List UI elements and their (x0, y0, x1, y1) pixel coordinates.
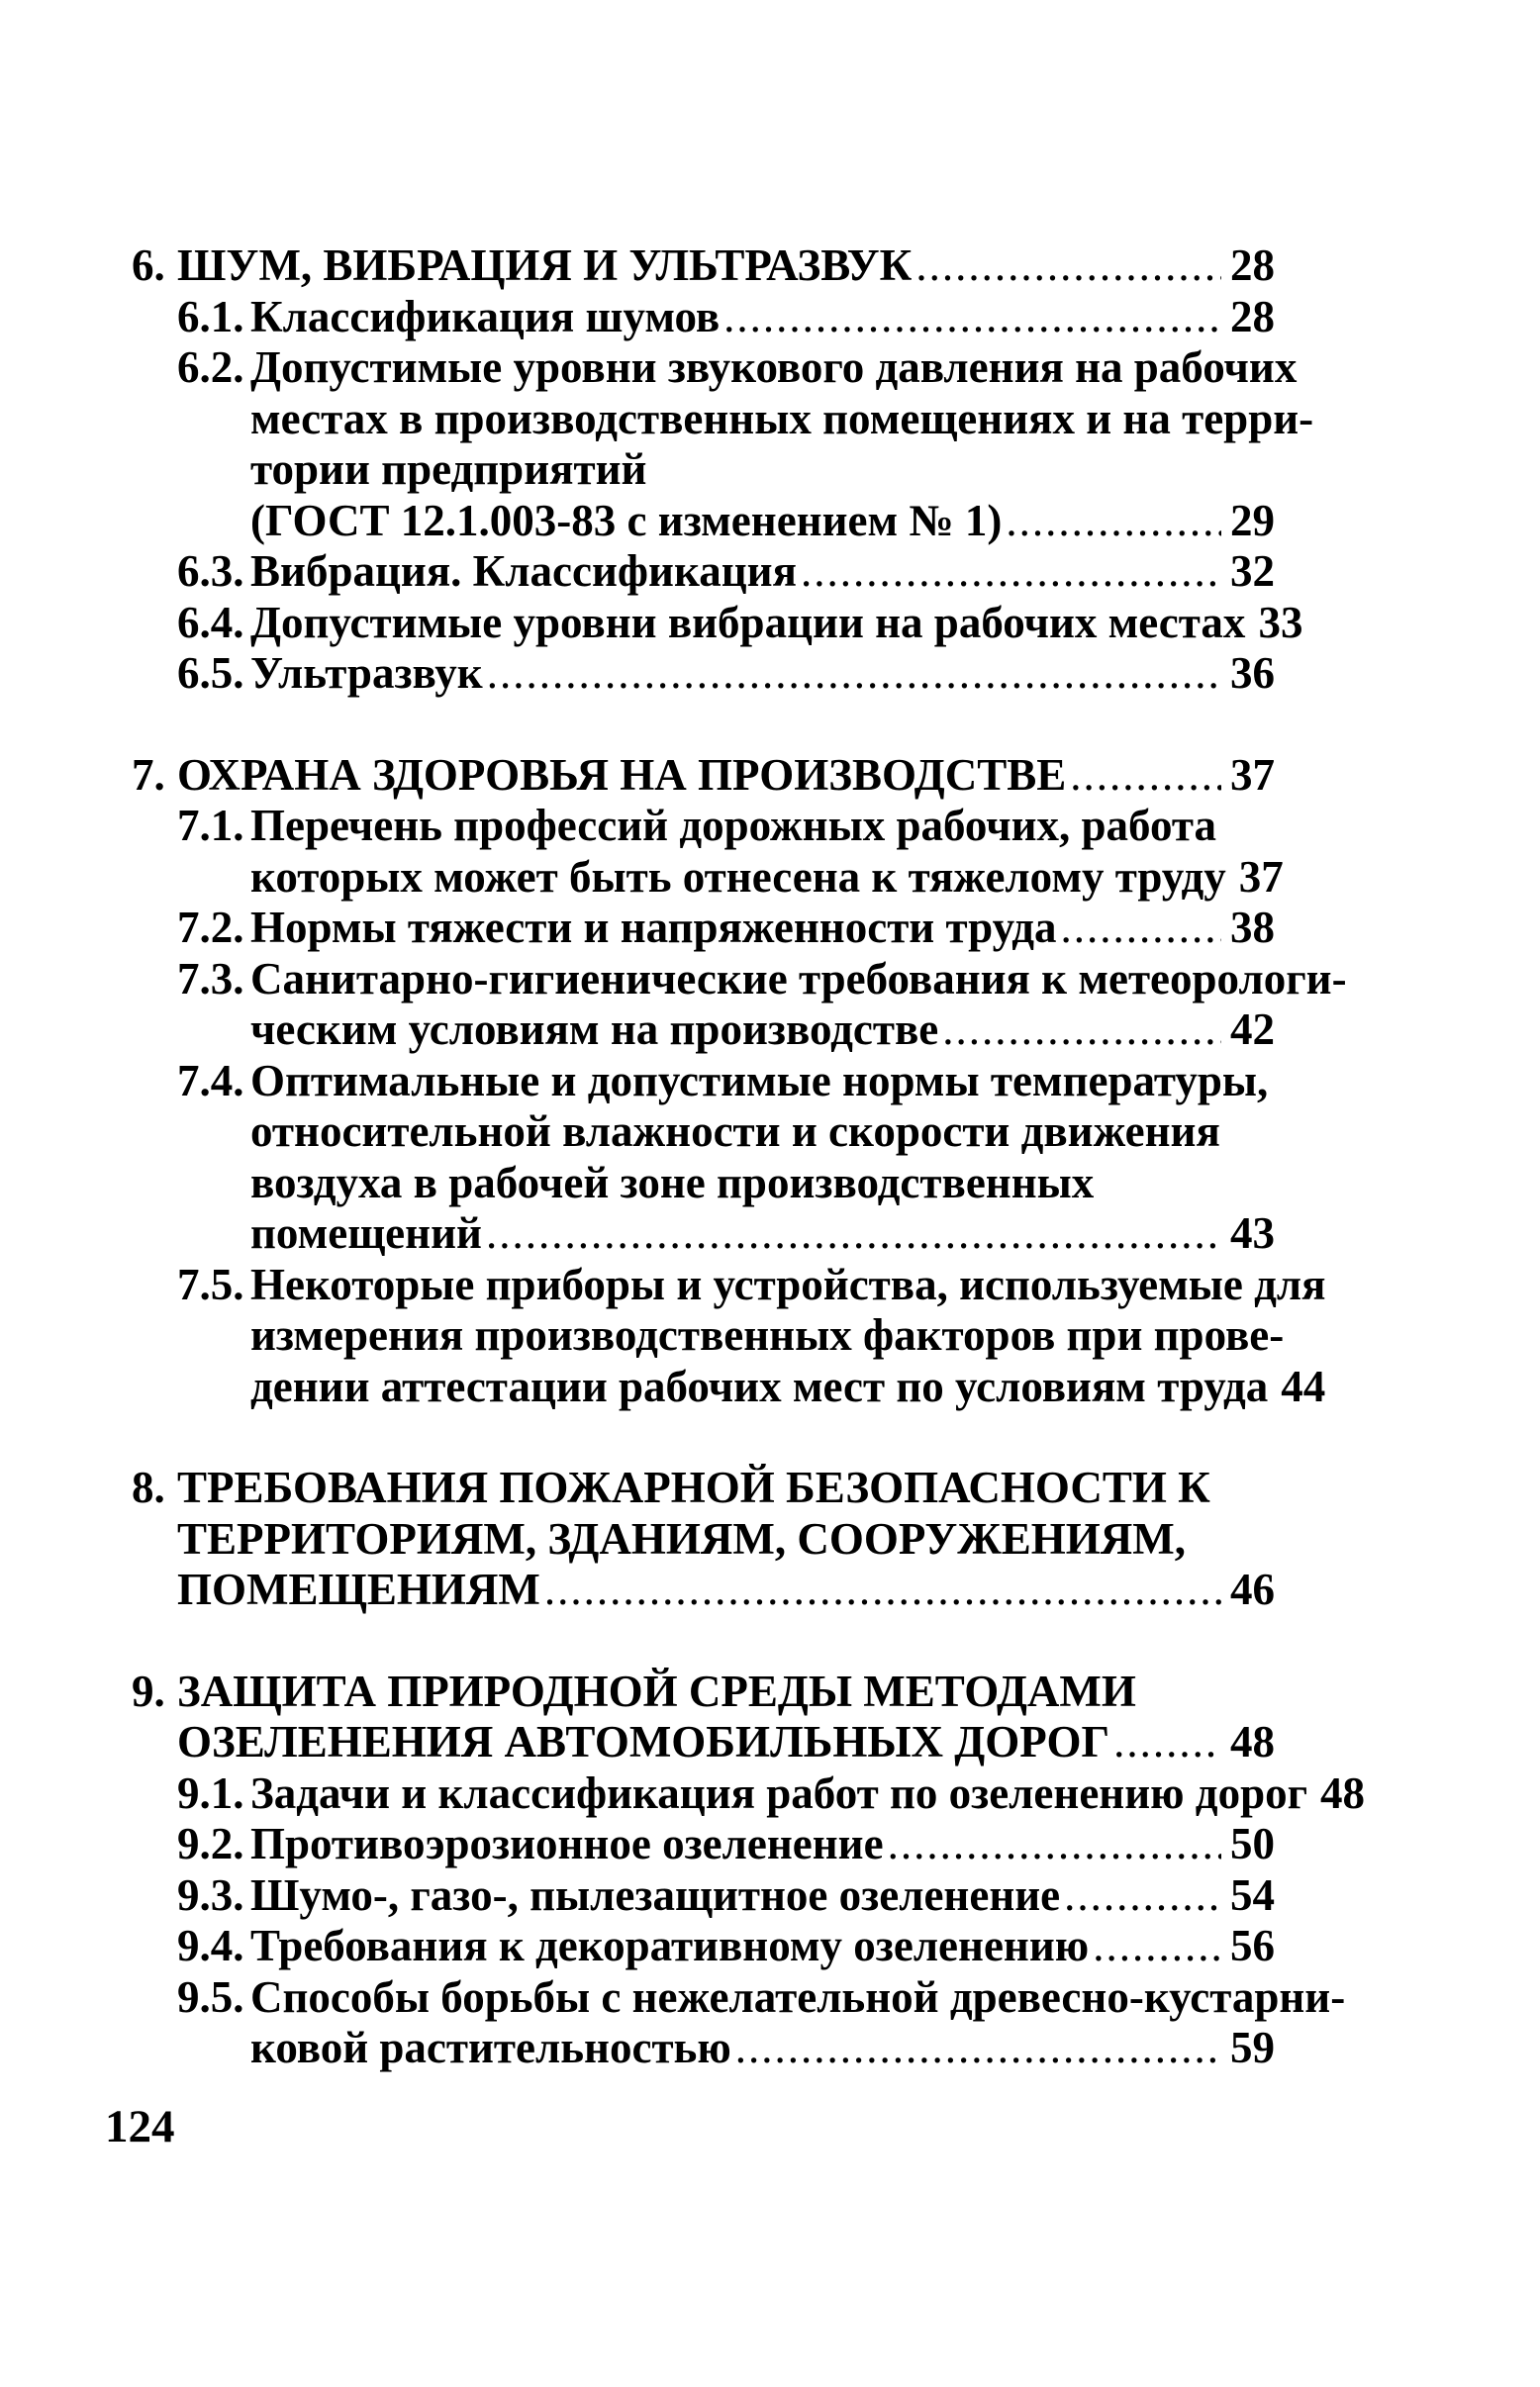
toc-entry-number: 7.5. (177, 1259, 244, 1309)
toc-entry-title: Способы борьбы с нежелательной древесно-кустарни- (250, 1971, 1346, 2022)
toc-entry-title: измерения производственных факторов при прове- (250, 1310, 1285, 1360)
toc-subsection-line (132, 444, 1275, 496)
toc-dot-leader (1061, 903, 1221, 954)
toc-subsection-line (132, 1158, 1275, 1209)
toc-entry-title: Нормы тяжести и напряженности труда (250, 903, 1057, 952)
toc-dot-leader (735, 2023, 1221, 2074)
toc-page-number: 43 (1230, 1208, 1275, 1258)
toc-entry-title: Противоэрозионное озеленение (250, 1819, 884, 1868)
toc-subsection-line (132, 496, 1275, 547)
toc-entry-number: 6.5. (177, 648, 244, 698)
toc-subsection (132, 342, 1314, 546)
toc-section-line (132, 1514, 1275, 1566)
toc-entry-number: 9.3. (177, 1869, 244, 1920)
toc-entry-title: относительной влажности и скорости движения (250, 1106, 1220, 1156)
toc-subsection-line (132, 393, 1314, 445)
toc-subsection-line (132, 292, 1275, 343)
toc-entry-title: Допустимые уровни звукового давления на рабочих (250, 342, 1298, 392)
toc-dot-leader (486, 1208, 1221, 1260)
toc-entry-number: 7.4. (177, 1055, 244, 1105)
toc-subsection-line (132, 2023, 1275, 2074)
toc-entry-title: ЗАЩИТА ПРИРОДНОЙ СРЕДЫ МЕТОДАМИ (177, 1666, 1136, 1716)
toc-subsection-line (132, 851, 1284, 904)
table-of-contents (132, 240, 1366, 2074)
toc-subsection (132, 546, 1275, 598)
toc-entry-number: 9. (132, 1666, 165, 1716)
toc-subsection-line (132, 801, 1275, 852)
toc-entry-title: ТЕРРИТОРИЯМ, ЗДАНИЯМ, СООРУЖЕНИЯМ, (177, 1513, 1186, 1564)
toc-entry-number: 6.3. (177, 546, 244, 596)
toc-section (132, 1463, 1275, 1616)
toc-entry-title: ПОМЕЩЕНИЯМ (177, 1565, 540, 1614)
toc-subsection-line (132, 546, 1275, 598)
toc-page-number: 50 (1230, 1819, 1275, 1868)
toc-subsection (132, 597, 1303, 649)
toc-entry-number: 6.2. (177, 342, 244, 392)
toc-page-number: 37 (1230, 749, 1275, 800)
toc-dot-leader (1064, 1870, 1221, 1922)
toc-entry-number: 6. (132, 240, 165, 290)
toc-section-line (132, 1717, 1275, 1768)
toc-subsection-line (132, 1971, 1346, 2024)
toc-dot-leader (1070, 750, 1221, 802)
toc-entry-number: 7.1. (177, 801, 244, 850)
toc-page-number: 48 (1230, 1717, 1275, 1766)
toc-dot-leader (1006, 496, 1221, 547)
toc-entry-title: (ГОСТ 12.1.003-83 с изменением № 1) (250, 495, 1003, 545)
toc-subsection-line (132, 903, 1275, 954)
toc-entry-title: Допустимые уровни вибрации на рабочих местах (250, 597, 1246, 647)
toc-dot-leader (915, 240, 1221, 292)
toc-entry-number: 8. (132, 1463, 165, 1512)
toc-entry-number: 6.4. (177, 597, 244, 647)
toc-section-line (132, 750, 1275, 802)
toc-entry-title: Вибрация. Классификация (250, 546, 797, 596)
toc-subsection-line (132, 342, 1298, 394)
toc-dot-leader (487, 648, 1221, 700)
toc-page-number: 37 (1238, 851, 1284, 902)
toc-subsection-line (132, 1056, 1275, 1107)
toc-page-number: 33 (1258, 597, 1303, 647)
toc-entry-title: которых может быть отнесена к тяжелому труду (250, 851, 1226, 902)
toc-section-line (132, 1565, 1275, 1616)
toc-entry-title: Перечень профессий дорожных рабочих, работа (250, 801, 1217, 850)
toc-entry-title: Классификация шумов (250, 291, 721, 341)
toc-subsection (132, 292, 1275, 343)
toc-entry-number: 7. (132, 749, 165, 800)
toc-entry-title: помещений (250, 1208, 482, 1258)
toc-page-number: 32 (1230, 546, 1275, 596)
toc-subsection (132, 1056, 1275, 1260)
toc-subsection-line (132, 597, 1303, 649)
toc-entry-title: ковой растительностью (250, 2023, 731, 2072)
toc-entry-title: ОХРАНА ЗДОРОВЬЯ НА ПРОИЗВОДСТВЕ (177, 749, 1067, 800)
toc-dot-leader (888, 1819, 1221, 1870)
toc-dot-leader (942, 1004, 1221, 1056)
toc-page-number: 29 (1230, 495, 1275, 545)
toc-page-number: 54 (1230, 1869, 1275, 1920)
toc-page-number: 59 (1230, 2023, 1275, 2072)
toc-subsection-line (132, 1259, 1326, 1311)
toc-page-number: 28 (1230, 291, 1275, 341)
toc-subsection (132, 648, 1275, 700)
toc-entry-number: 9.1. (177, 1767, 244, 1818)
toc-entry-title: Некоторые приборы и устройства, используемые для (250, 1259, 1326, 1309)
toc-dot-leader (1113, 1717, 1221, 1768)
toc-section (132, 1666, 1366, 2074)
toc-entry-title: местах в производственных помещениях и на терри- (250, 393, 1314, 443)
toc-subsection-line (132, 1208, 1275, 1260)
toc-dot-leader (801, 546, 1221, 598)
toc-page-number: 48 (1320, 1767, 1366, 1818)
toc-section (132, 240, 1314, 700)
toc-dot-leader (544, 1565, 1221, 1616)
toc-subsection-line (132, 1767, 1366, 1820)
toc-subsection-line (132, 1819, 1275, 1870)
toc-page-number: 28 (1230, 240, 1275, 290)
toc-subsection-line (132, 953, 1347, 1005)
toc-subsection (132, 1921, 1275, 1972)
toc-page-number: 44 (1281, 1361, 1326, 1411)
toc-dot-leader (723, 292, 1221, 343)
toc-section-line (132, 1463, 1275, 1514)
toc-subsection-line (132, 648, 1275, 700)
toc-page-number: 38 (1230, 903, 1275, 952)
toc-entry-number: 7.3. (177, 953, 244, 1003)
toc-entry-title: Шумо-, газо-, пылезащитное озеленение (250, 1869, 1061, 1920)
toc-subsection-line (132, 1361, 1326, 1413)
toc-subsection (132, 1819, 1275, 1870)
toc-section-line (132, 240, 1275, 292)
toc-entry-title: ТРЕБОВАНИЯ ПОЖАРНОЙ БЕЗОПАСНОСТИ К (177, 1463, 1210, 1512)
toc-subsection (132, 953, 1347, 1056)
toc-section-line (132, 1667, 1275, 1718)
toc-entry-title: Санитарно-гигиенические требования к метеорологи- (250, 953, 1347, 1003)
toc-entry-number: 6.1. (177, 291, 244, 341)
toc-subsection (132, 801, 1284, 903)
toc-page-number: 46 (1230, 1565, 1275, 1614)
toc-entry-title: Задачи и классификация работ по озеленению дорог (250, 1767, 1308, 1818)
toc-entry-title: ОЗЕЛЕНЕНИЯ АВТОМОБИЛЬНЫХ ДОРОГ (177, 1717, 1110, 1766)
toc-page-number: 42 (1230, 1004, 1275, 1054)
toc-entry-number: 9.5. (177, 1971, 244, 2022)
toc-subsection-line (132, 1870, 1275, 1922)
toc-subsection (132, 903, 1275, 954)
toc-dot-leader (1093, 1921, 1221, 1972)
toc-subsection-line (132, 1106, 1275, 1158)
toc-subsection (132, 1767, 1366, 1820)
toc-entry-number: 9.4. (177, 1921, 244, 1970)
toc-subsection (132, 1870, 1275, 1922)
toc-entry-title: ческим условиям на производстве (250, 1004, 939, 1054)
toc-page-number: 36 (1230, 648, 1275, 698)
toc-entry-title: Оптимальные и допустимые нормы температуры, (250, 1055, 1269, 1105)
toc-entry-title: ШУМ, ВИБРАЦИЯ И УЛЬТРАЗВУК (177, 240, 913, 290)
toc-entry-number: 9.2. (177, 1819, 244, 1868)
toc-entry-title: Требования к декоративному озеленению (250, 1921, 1090, 1970)
toc-entry-title: Ультразвук (250, 648, 483, 698)
toc-subsection (132, 1259, 1326, 1413)
toc-subsection-line (132, 1921, 1275, 1972)
toc-subsection-line (132, 1310, 1285, 1362)
toc-entry-title: дении аттестации рабочих мест по условиям труда (250, 1361, 1269, 1411)
toc-entry-title: тории предприятий (250, 444, 647, 494)
toc-page-number: 56 (1230, 1921, 1275, 1970)
toc-entry-title: воздуха в рабочей зоне производственных (250, 1157, 1095, 1207)
toc-section (132, 749, 1347, 1413)
toc-entry-number: 7.2. (177, 903, 244, 952)
page-number: 124 (105, 2101, 175, 2152)
toc-subsection-line (132, 1004, 1275, 1056)
toc-subsection (132, 1971, 1346, 2074)
